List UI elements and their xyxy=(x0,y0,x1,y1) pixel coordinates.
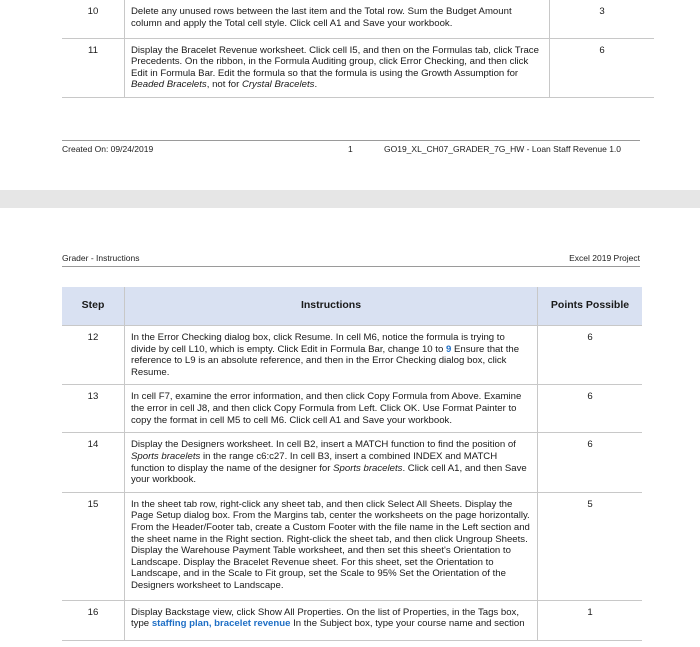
instruction-text: Delete any unused rows between the last item and the Total row. Sum the Budget Amount column and apply the Total cell style. Click cell A1 and Save your workbook. xyxy=(125,0,550,38)
points-value: 6 xyxy=(538,326,643,385)
header-left: Grader - Instructions xyxy=(62,253,140,263)
instruction-text: Display Backstage view, click Show All Properties. On the list of Properties, in the Tags box, type staffing plan, bracelet revenue In the Subject box, type your course name and section xyxy=(125,600,538,640)
step-number: 16 xyxy=(62,600,125,640)
created-date: Created On: 09/24/2019 xyxy=(62,144,154,154)
document-page-2 xyxy=(0,208,700,647)
instruction-text: In the sheet tab row, right-click any sheet tab, and then click Select All Sheets. Display the Page Setup dialog box. From the Margins tab, center the worksheets on the page horizontally. From the Header/Footer tab, create a Custom Footer with the file name in the Left section and the sheet name in the Right section. Right-click the sheet tab, and then click Ungroup Sheets. Display the Warehouse Payment Table worksheet, and then set this sheet's Orientation to Landscape. Display the Bracelet Revenue sheet. For this sheet, set the Orientation to Landscape, and in the Scale to Fit group, set the Scale to 95% Set the Orientation of the Designers worksheet to Landscape. xyxy=(125,492,538,600)
points-value: 6 xyxy=(550,38,655,97)
instruction-text: Display the Designers worksheet. In cell B2, insert a MATCH function to find the position of Sports bracelets in the range c6:c27. In cell B3, insert a combined INDEX and MATCH function to display the name of the designer for Sports bracelets. Click cell A1, and then Save your workbook. xyxy=(125,433,538,492)
table-row xyxy=(62,492,642,600)
points-value: 1 xyxy=(538,600,643,640)
table-row xyxy=(62,385,642,433)
document-page-1 xyxy=(0,0,700,190)
table-row xyxy=(62,38,654,97)
page-header xyxy=(62,253,640,267)
page-footer xyxy=(62,140,640,154)
step-number: 15 xyxy=(62,492,125,600)
instruction-text: Display the Bracelet Revenue worksheet. Click cell I5, and then on the Formulas tab, click Trace Precedents. On the ribbon, in the Formula Auditing group, click Error Checking, and then click Edit in Formula Bar. Edit the formula so that the formula is using the Growth Assumption for Beaded Bracelets, not for Crystal Bracelets. xyxy=(125,38,550,97)
column-header-points: Points Possible xyxy=(538,287,643,326)
points-value: 3 xyxy=(550,0,655,38)
step-number: 12 xyxy=(62,326,125,385)
column-header-step: Step xyxy=(62,287,125,326)
points-value: 6 xyxy=(538,385,643,433)
table-header-row xyxy=(62,287,642,326)
points-value: 5 xyxy=(538,492,643,600)
table-row xyxy=(62,326,642,385)
page-separator xyxy=(0,190,700,208)
table-row xyxy=(62,600,642,640)
step-number: 10 xyxy=(62,0,125,38)
step-number: 14 xyxy=(62,433,125,492)
header-right: Excel 2019 Project xyxy=(569,253,640,263)
instructions-table-page-2 xyxy=(62,287,642,641)
instruction-text: In the Error Checking dialog box, click Resume. In cell M6, notice the formula is trying to divide by cell L10, which is empty. Click Edit in Formula Bar, change 10 to 9 Ensure that the reference to L9 is an absolute reference, and then in the Error Checking dialog box, click Resume. xyxy=(125,326,538,385)
file-name: GO19_XL_CH07_GRADER_7G_HW - Loan Staff Revenue 1.0 xyxy=(384,144,622,154)
table-row xyxy=(62,0,654,38)
instructions-table-page-1 xyxy=(62,0,654,98)
step-number: 11 xyxy=(62,38,125,97)
points-value: 6 xyxy=(538,433,643,492)
instruction-text: In cell F7, examine the error information, and then click Copy Formula from Above. Examine the error in cell J8, and then click Copy Formula from Left. Click OK. Use Format Painter to copy the format in cell M5 to cell M6. Click cell A1 and Save your workbook. xyxy=(125,385,538,433)
column-header-instructions: Instructions xyxy=(125,287,538,326)
table-row xyxy=(62,433,642,492)
page-number: 1 xyxy=(348,144,353,154)
step-number: 13 xyxy=(62,385,125,433)
